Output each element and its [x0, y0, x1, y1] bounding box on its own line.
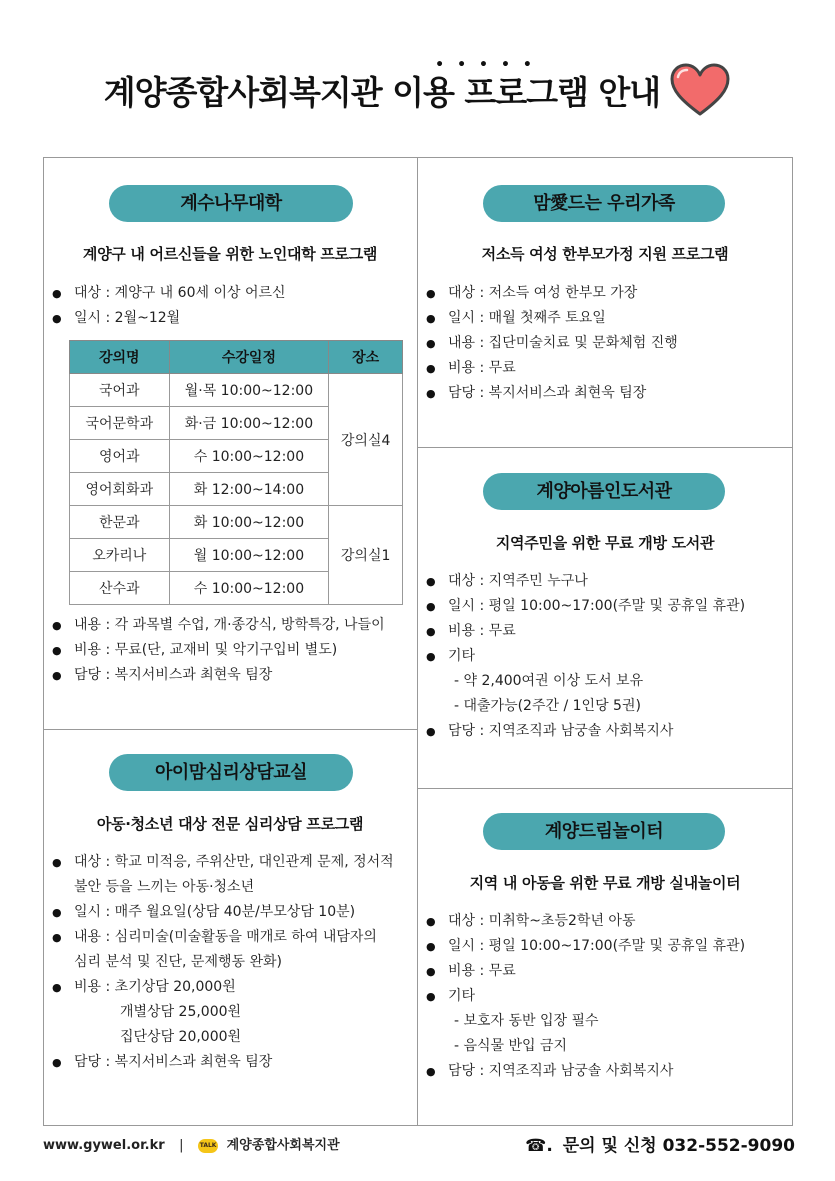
footer-separator: | — [179, 1138, 184, 1153]
column-header: 장소 — [329, 341, 403, 374]
class-time-cell: 월·목 10:00~12:00 — [169, 374, 329, 407]
program-subtitle: 계양구 내 어르신들을 위한 노인대학 프로그램 — [82, 245, 378, 263]
detail-continuation: 개별상담 25,000원 — [120, 1004, 242, 1020]
program-subtitle: 아동·청소년 대상 전문 심리상담 프로그램 — [96, 815, 364, 833]
program-details — [52, 281, 286, 331]
detail-item: ● 담당 : 복지서비스과 최현욱 팀장 — [52, 663, 385, 688]
class-name-cell: 산수과 — [70, 572, 170, 605]
program-title-pill: 맘愛드는 우리가족 — [483, 185, 725, 222]
column-header: 수강일정 — [169, 341, 329, 374]
contact-info — [525, 1131, 795, 1156]
kakaotalk-icon: TALK — [198, 1139, 218, 1153]
class-time-cell: 화·금 10:00~12:00 — [169, 407, 329, 440]
program-details — [426, 281, 678, 406]
detail-item: ● 일시 : 평일 10:00~17:00(주말 및 공휴일 휴관) — [426, 594, 745, 619]
class-name-cell: 영어과 — [70, 440, 170, 473]
detail-item: ● 담당 : 지역조직과 남궁솔 사회복지사 — [426, 1059, 745, 1084]
emphasis-dots: ••••• — [435, 56, 545, 73]
detail-subitem: - 약 2,400여권 이상 도서 보유 — [454, 673, 644, 689]
organization-name: 계양종합사회복지관 — [226, 1138, 340, 1153]
class-name-cell: 국어과 — [70, 374, 170, 407]
detail-item: ● 비용 : 무료 — [426, 356, 678, 381]
grid-divider-left — [44, 729, 417, 730]
class-schedule-table — [69, 340, 403, 605]
class-time-cell: 수 10:00~12:00 — [169, 572, 329, 605]
detail-item: ● 담당 : 지역조직과 남궁솔 사회복지사 — [426, 719, 745, 744]
grid-divider-right-1 — [417, 447, 792, 448]
detail-item: ● 내용 : 심리미술(미술활동을 매개로 하여 내담자의 — [52, 925, 412, 950]
detail-subitem: - 음식물 반입 금지 — [454, 1038, 568, 1054]
program-title-pill: 계양아름인도서관 — [483, 473, 725, 510]
class-place-cell: 강의실4 — [329, 374, 403, 506]
program-title-pill: 아이맘심리상담교실 — [109, 754, 353, 791]
program-details — [426, 569, 745, 744]
detail-item: ● 일시 : 2월~12월 — [52, 306, 286, 331]
class-time-cell: 화 10:00~12:00 — [169, 506, 329, 539]
class-time-cell: 화 12:00~14:00 — [169, 473, 329, 506]
detail-continuation: 집단상담 20,000원 — [120, 1029, 242, 1045]
phone-icon: ☎. — [525, 1136, 553, 1156]
detail-item: ● 담당 : 복지서비스과 최현욱 팀장 — [426, 381, 678, 406]
detail-continuation: 불안 등을 느끼는 아동·청소년 — [74, 879, 255, 895]
program-details — [52, 850, 412, 1075]
table-row — [70, 506, 403, 539]
grid-divider-vertical — [417, 158, 418, 1125]
detail-item: ● 일시 : 평일 10:00~17:00(주말 및 공휴일 휴관) — [426, 934, 745, 959]
class-name-cell: 영어회화과 — [70, 473, 170, 506]
detail-item: ● 대상 : 계양구 내 60세 이상 어르신 — [52, 281, 286, 306]
detail-item: ● 내용 : 집단미술치료 및 문화체험 진행 — [426, 331, 678, 356]
detail-item: ● 대상 : 지역주민 누구나 — [426, 569, 745, 594]
detail-item: ● 기타 — [426, 984, 745, 1009]
program-details — [426, 909, 745, 1084]
website-link[interactable]: www.gywel.or.kr — [43, 1138, 165, 1153]
table-header-row — [70, 341, 403, 374]
detail-item: ● 대상 : 저소득 여성 한부모 가장 — [426, 281, 678, 306]
detail-item: ● 일시 : 매주 월요일(상담 40분/부모상담 10분) — [52, 900, 412, 925]
program-title-pill: 계수나무대학 — [109, 185, 353, 222]
program-subtitle: 지역주민을 위한 무료 개방 도서관 — [495, 534, 715, 552]
footer-left — [43, 1134, 340, 1153]
page-title: 계양종합사회복지관 ••••• 이용 프로그램 안내 — [103, 56, 661, 112]
detail-subitem: - 대출가능(2주간 / 1인당 5권) — [454, 698, 641, 714]
detail-item: ● 비용 : 무료(단, 교재비 및 악기구입비 별도) — [52, 638, 385, 663]
program-details — [52, 613, 385, 688]
detail-item: ● 기타 — [426, 644, 745, 669]
detail-item: ● 비용 : 초기상담 20,000원 — [52, 975, 412, 1000]
detail-item: ● 내용 : 각 과목별 수업, 개·종강식, 방학특강, 나들이 — [52, 613, 385, 638]
class-time-cell: 수 10:00~12:00 — [169, 440, 329, 473]
grid-divider-right-2 — [417, 788, 792, 789]
detail-item: ● 비용 : 무료 — [426, 619, 745, 644]
detail-item: ● 비용 : 무료 — [426, 959, 745, 984]
class-name-cell: 국어문학과 — [70, 407, 170, 440]
page-header — [0, 56, 835, 118]
detail-item: ● 일시 : 매월 첫째주 토요일 — [426, 306, 678, 331]
detail-continuation: 심리 분석 및 진단, 문제행동 완화) — [74, 954, 282, 970]
detail-item: ● 대상 : 학교 미적응, 주위산만, 대인관계 문제, 정서적 — [52, 850, 412, 875]
detail-item: ● 대상 : 미취학~초등2학년 아동 — [426, 909, 745, 934]
table-row — [70, 374, 403, 407]
class-name-cell: 오카리나 — [70, 539, 170, 572]
column-header: 강의명 — [70, 341, 170, 374]
program-subtitle: 저소득 여성 한부모가정 지원 프로그램 — [481, 245, 729, 263]
heart-icon — [669, 62, 731, 118]
program-subtitle: 지역 내 아동을 위한 무료 개방 실내놀이터 — [469, 874, 741, 892]
program-title-pill: 계양드림놀이터 — [483, 813, 725, 850]
class-time-cell: 월 10:00~12:00 — [169, 539, 329, 572]
class-place-cell: 강의실1 — [329, 506, 403, 605]
class-name-cell: 한문과 — [70, 506, 170, 539]
contact-text: 문의 및 신청 032-552-9090 — [562, 1136, 795, 1156]
title-emphasis: ••••• 이용 프로그램 — [392, 56, 588, 112]
detail-item: ● 담당 : 복지서비스과 최현욱 팀장 — [52, 1050, 412, 1075]
detail-subitem: - 보호자 동반 입장 필수 — [454, 1013, 599, 1029]
